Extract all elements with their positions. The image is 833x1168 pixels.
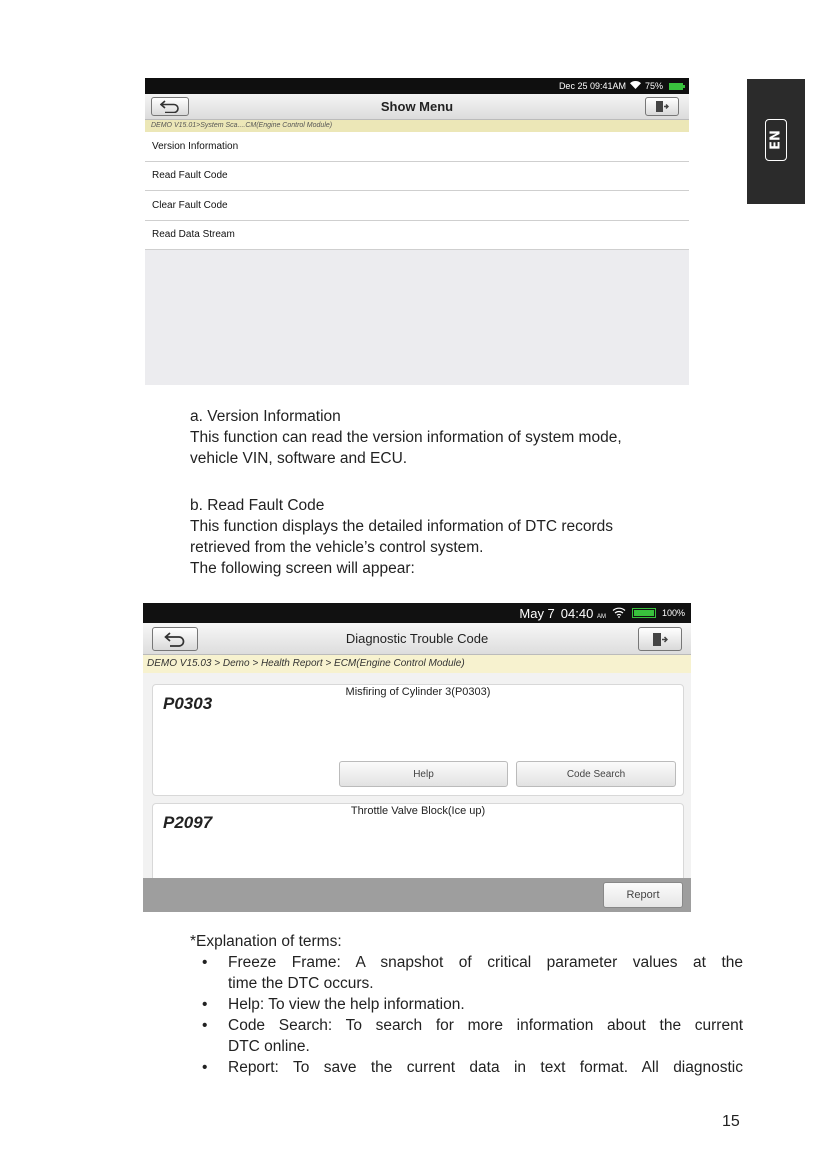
language-badge <box>765 119 787 161</box>
version-info-text-1: This function can read the version information of system mode, <box>190 429 622 446</box>
dtc-description: Misfiring of Cylinder 3(P0303) <box>345 686 491 698</box>
term-report <box>190 1057 743 1078</box>
status-battery-percent: 100% <box>661 608 685 618</box>
back-button[interactable] <box>152 627 198 651</box>
menu-item-read-data-stream[interactable]: Read Data Stream <box>145 221 689 251</box>
show-menu-screenshot <box>145 78 689 385</box>
term-help <box>190 994 743 1015</box>
title-bar <box>145 94 689 120</box>
bullet: • <box>202 996 208 1013</box>
back-arrow-icon <box>160 100 180 113</box>
status-bar <box>143 603 691 623</box>
code-search-button[interactable]: Code Search <box>516 761 676 787</box>
battery-icon <box>632 608 656 618</box>
terms-heading: *Explanation of terms: <box>190 933 342 950</box>
page-number: 15 <box>722 1113 740 1130</box>
dtc-code: P0303 <box>163 694 213 713</box>
back-button[interactable] <box>151 97 189 116</box>
term-text-line: Code Search: To search for more information about the current <box>228 1017 743 1034</box>
language-label: EN <box>768 130 784 150</box>
status-date: May 7 <box>519 605 555 621</box>
term-text-line: time the DTC occurs. <box>228 975 374 992</box>
version-info-heading: a. Version Information <box>190 408 341 425</box>
breadcrumb: DEMO V15.01>System Sca....CM(Engine Control Module) <box>145 120 689 132</box>
term-text-line: Report: To save the current data in text format. All diagnostic <box>228 1059 743 1076</box>
report-button[interactable]: Report <box>603 882 683 908</box>
bullet: • <box>202 1017 208 1034</box>
menu-item-read-fault-code[interactable]: Read Fault Code <box>145 162 689 192</box>
exit-icon <box>652 632 668 647</box>
read-fault-text-2: retrieved from the vehicle’s control system. <box>190 539 484 556</box>
term-text-line: DTC online. <box>228 1038 310 1055</box>
version-info-text-2: vehicle VIN, software and ECU. <box>190 450 408 467</box>
wifi-icon <box>630 81 641 91</box>
bullet: • <box>202 1059 208 1076</box>
battery-icon <box>669 83 683 90</box>
read-fault-text-3: The following screen will appear: <box>190 560 415 577</box>
read-fault-heading: b. Read Fault Code <box>190 497 325 514</box>
term-text-line: Freeze Frame: A snapshot of critical parameter values at the <box>228 954 743 971</box>
help-button[interactable]: Help <box>339 761 508 787</box>
menu-item-clear-fault-code[interactable]: Clear Fault Code <box>145 191 689 221</box>
read-fault-text-1: This function displays the detailed information of DTC records <box>190 518 614 535</box>
status-datetime: Dec 25 09:41AM <box>558 81 626 91</box>
bullet: • <box>202 954 208 971</box>
page-title: Diagnostic Trouble Code <box>345 631 489 646</box>
status-battery-percent: 75% <box>644 81 663 91</box>
terms-explanation <box>190 931 743 1078</box>
status-ampm: AM <box>596 613 606 620</box>
exit-button[interactable] <box>645 97 679 116</box>
title-bar <box>143 623 691 655</box>
dtc-code: P2097 <box>163 813 213 832</box>
function-menu <box>145 132 689 250</box>
wifi-icon <box>612 606 626 621</box>
back-arrow-icon <box>164 632 186 647</box>
page-title: Show Menu <box>380 99 454 114</box>
breadcrumb: DEMO V15.03 > Demo > Health Report > ECM(Engine Control Module) <box>143 655 691 673</box>
exit-button[interactable] <box>638 627 682 651</box>
exit-icon <box>655 100 669 113</box>
term-freeze-frame <box>190 952 743 994</box>
status-bar <box>145 78 689 94</box>
term-code-search <box>190 1015 743 1057</box>
language-tab <box>747 79 805 204</box>
status-time <box>561 606 606 621</box>
dtc-card-p0303 <box>152 684 684 796</box>
dtc-description: Throttle Valve Block(Ice up) <box>350 805 486 817</box>
menu-item-version-information[interactable]: Version Information <box>145 132 689 162</box>
term-text-line: Help: To view the help information. <box>228 996 465 1013</box>
status-time-value: 04:40 <box>560 605 594 621</box>
footer-bar <box>143 878 691 912</box>
dtc-screenshot <box>143 603 691 912</box>
